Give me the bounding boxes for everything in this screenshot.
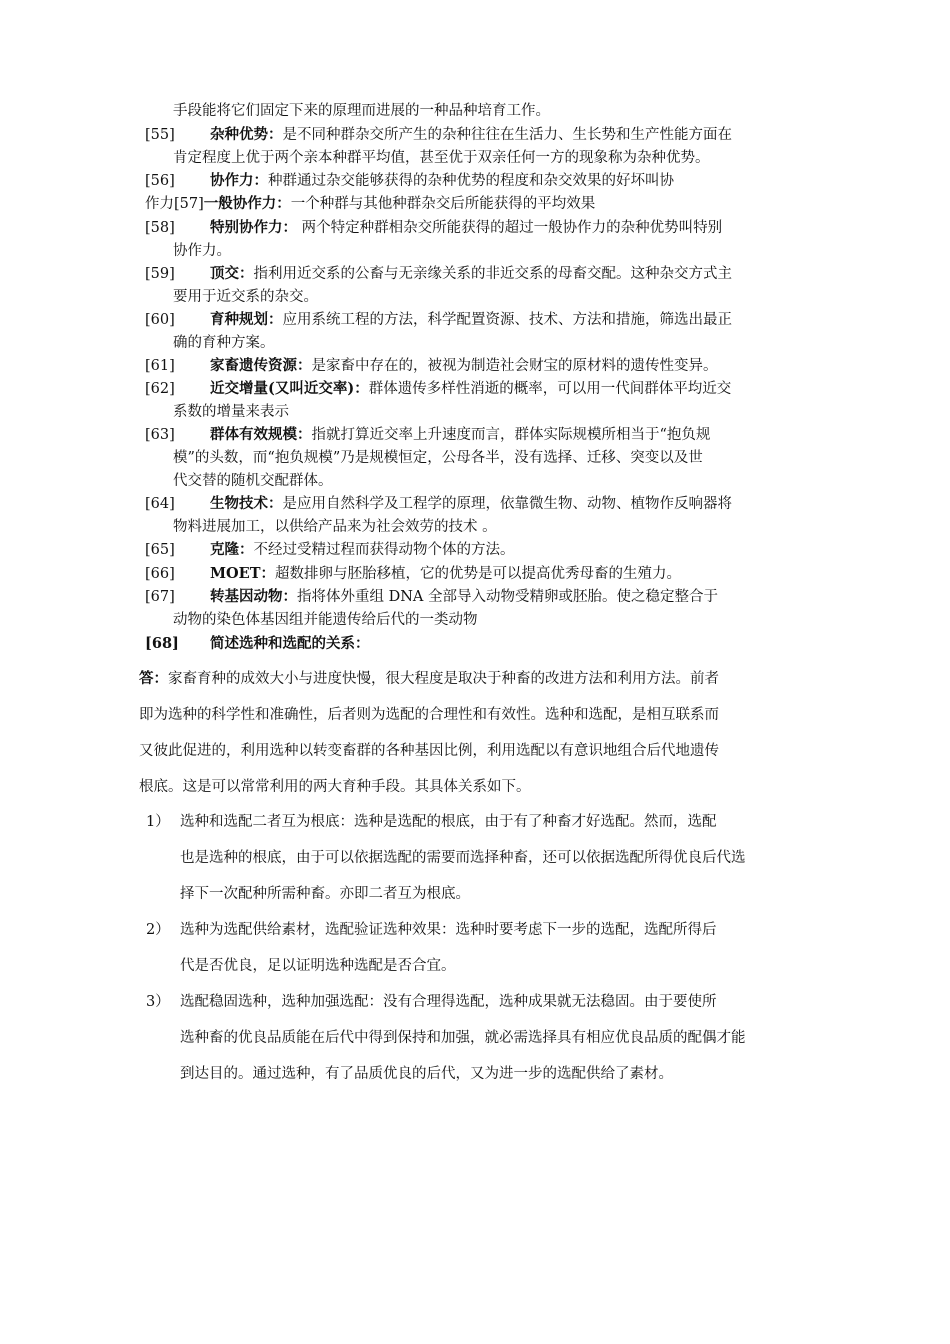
entry-prefix: 作力 (145, 196, 174, 212)
entry-58-line2: 协作力。 (173, 243, 231, 259)
entry-term: 一般协作力： (203, 195, 291, 212)
entry-number: [55] (145, 127, 175, 143)
entry-term: 生物技术： (210, 495, 283, 512)
entry-66-line (210, 564, 681, 584)
entry-65-line (210, 540, 515, 560)
entry-number: [60] (145, 312, 175, 328)
entry-definition: 指利用近交系的公畜与无亲缘关系的非近交系的母畜交配。这种杂交方式主 (253, 266, 732, 282)
entry-definition: 超数排卵与胚胎移植，它的优势是可以提高优秀母畜的生殖力。 (275, 566, 682, 582)
answer-line-4: 根底。这是可以常常利用的两大育种手段。其具体关系如下。 (139, 779, 531, 795)
entry-62-line2: 系数的增量来表示 (173, 404, 289, 420)
point-3-line-1: 选配稳固选种，选种加强选配：没有合理得选配，选种成果就无法稳固。由于要使所 (180, 994, 717, 1010)
entry-definition: 两个特定种群相杂交所能获得的超过一般协作力的杂种优势叫特别 (301, 220, 723, 236)
entry-number: [61] (145, 358, 175, 374)
answer-label: 答： (139, 670, 168, 687)
point-3-line-2: 选种畜的优良品质能在后代中得到保持和加强，就必需选择具有相应优良品质的配偶才能 (180, 1030, 746, 1046)
entry-number: [57] (174, 196, 204, 212)
entry-definition: 指就打算近交率上升速度而言，群体实际规模所相当于“抱负规 (311, 427, 711, 443)
point-2-line-1: 选种为选配供给素材，选配验证选种效果：选种时要考虑下一步的选配，选配所得后 (180, 922, 717, 938)
entry-60-line2: 确的育种方案。 (173, 335, 275, 351)
point-1-line-3: 择下一次配种所需种畜。亦即二者互为根底。 (180, 886, 470, 902)
point-3-line-3: 到达目的。通过选种，有了品质优良的后代，又为进一步的选配供给了素材。 (180, 1066, 673, 1082)
entry-term: 家畜遗传资源： (210, 357, 312, 374)
entry-number: [59] (145, 266, 175, 282)
entry-number: [56] (145, 173, 175, 189)
entry-number: [66] (145, 566, 175, 582)
entry-definition: 是家畜中存在的，被视为制造社会财宝的原材料的遗传性变异。 (311, 358, 718, 374)
point-number: 1） (146, 814, 170, 830)
entry-56-line (210, 171, 674, 191)
entry-64-line2: 物料进展加工，以供给产品来为社会效劳的技术 。 (173, 519, 497, 535)
entry-term: MOET： (210, 565, 276, 582)
entry-58-line (210, 218, 722, 238)
entry-term: 杂种优势： (210, 126, 283, 143)
point-2-line-2: 代是否优良，足以证明选种选配是否合宜。 (180, 958, 456, 974)
entry-definition: 不经过受精过程而获得动物个体的方法。 (253, 542, 515, 558)
entry-number: [67] (145, 589, 175, 605)
entry-term: 协作力： (210, 172, 268, 189)
answer-text: 家畜育种的成效大小与进度快慢，很大程度是取决于种畜的改进方法和利用方法。前者 (168, 671, 719, 687)
entry-55-line2: 肯定程度上优于两个亲本种群平均值，甚至优于双亲任何一方的现象称为杂种优势。 (173, 150, 710, 166)
entry-definition: 是不同种群杂交所产生的杂种往往在生活力、生长势和生产性能方面在 (282, 127, 732, 143)
point-1-line-2: 也是选种的根底，由于可以依据选配的需要而选择种畜，还可以依据选配所得优良后代选 (180, 850, 746, 866)
question-title: 简述选种和选配的关系： (210, 635, 370, 652)
entry-55-line (210, 125, 732, 145)
entry-67-line (210, 587, 718, 607)
entry-term: 特别协作力： (210, 219, 297, 236)
entry-term: 转基因动物： (210, 588, 297, 605)
entry-term: 育种规划： (210, 311, 283, 328)
entry-number: [58] (145, 220, 175, 236)
answer-line-3: 又彼此促进的，利用选种以转变畜群的各种基因比例，利用选配以有意识地组合后代地遗传 (139, 743, 719, 759)
entry-number: [63] (145, 427, 175, 443)
entry-61-line (210, 356, 718, 376)
entry-definition: 应用系统工程的方法，科学配置资源、技术、方法和措施，筛选出最正 (282, 312, 732, 328)
point-number: 2） (146, 922, 170, 938)
entry-definition: 是应用自然科学及工程学的原理，依靠微生物、动物、植物作反响器将 (282, 496, 732, 512)
entry-definition: 指将体外重组 DNA 全部导入动物受精卵或胚胎。使之稳定整合于 (297, 589, 719, 605)
entry-62-line (210, 379, 731, 399)
entry-number: [64] (145, 496, 175, 512)
entry-number: [62] (145, 381, 175, 397)
entry-59-line2: 要用于近交系的杂交。 (173, 289, 318, 305)
entry-definition: 群体遗传多样性消逝的概率，可以用一代间群体平均近交 (368, 381, 732, 397)
point-1-line-1: 选种和选配二者互为根底：选种是选配的根底，由于有了种畜才好选配。然而，选配 (180, 814, 717, 830)
entry-63-line2: 模”的头数，而“抱负规模”乃是规模恒定，公母各半，没有选择、迁移、突变以及世 (173, 450, 703, 466)
entry-60-line (210, 310, 732, 330)
entry-64-line (210, 494, 732, 514)
entry-definition: 一个种群与其他种群杂交后所能获得的平均效果 (290, 196, 596, 212)
entry-59-line (210, 264, 732, 284)
entry-term: 近交增量(又叫近交率)： (210, 380, 369, 397)
entry-term: 克隆： (210, 541, 254, 558)
entry-term: 群体有效规模： (210, 426, 312, 443)
question-number: [68] (145, 635, 179, 652)
entry-number: [65] (145, 542, 175, 558)
entry-67-line2: 动物的染色体基因组并能遗传给后代的一类动物 (173, 612, 478, 628)
entry-definition: 种群通过杂交能够获得的杂种优势的程度和杂交效果的好坏叫协 (268, 173, 674, 189)
entry-term: 顶交： (210, 265, 254, 282)
answer-line-1 (139, 669, 719, 689)
point-number: 3） (146, 994, 170, 1010)
answer-line-2: 即为选种的科学性和准确性，后者则为选配的合理性和有效性。选种和选配，是相互联系而 (139, 707, 719, 723)
continuation-text: 手段能将它们固定下来的原理而进展的一种品种培育工作。 (173, 103, 550, 119)
entry-57-line (145, 194, 595, 214)
entry-63-line (210, 425, 710, 445)
entry-63-line3: 代交替的随机交配群体。 (173, 473, 333, 489)
